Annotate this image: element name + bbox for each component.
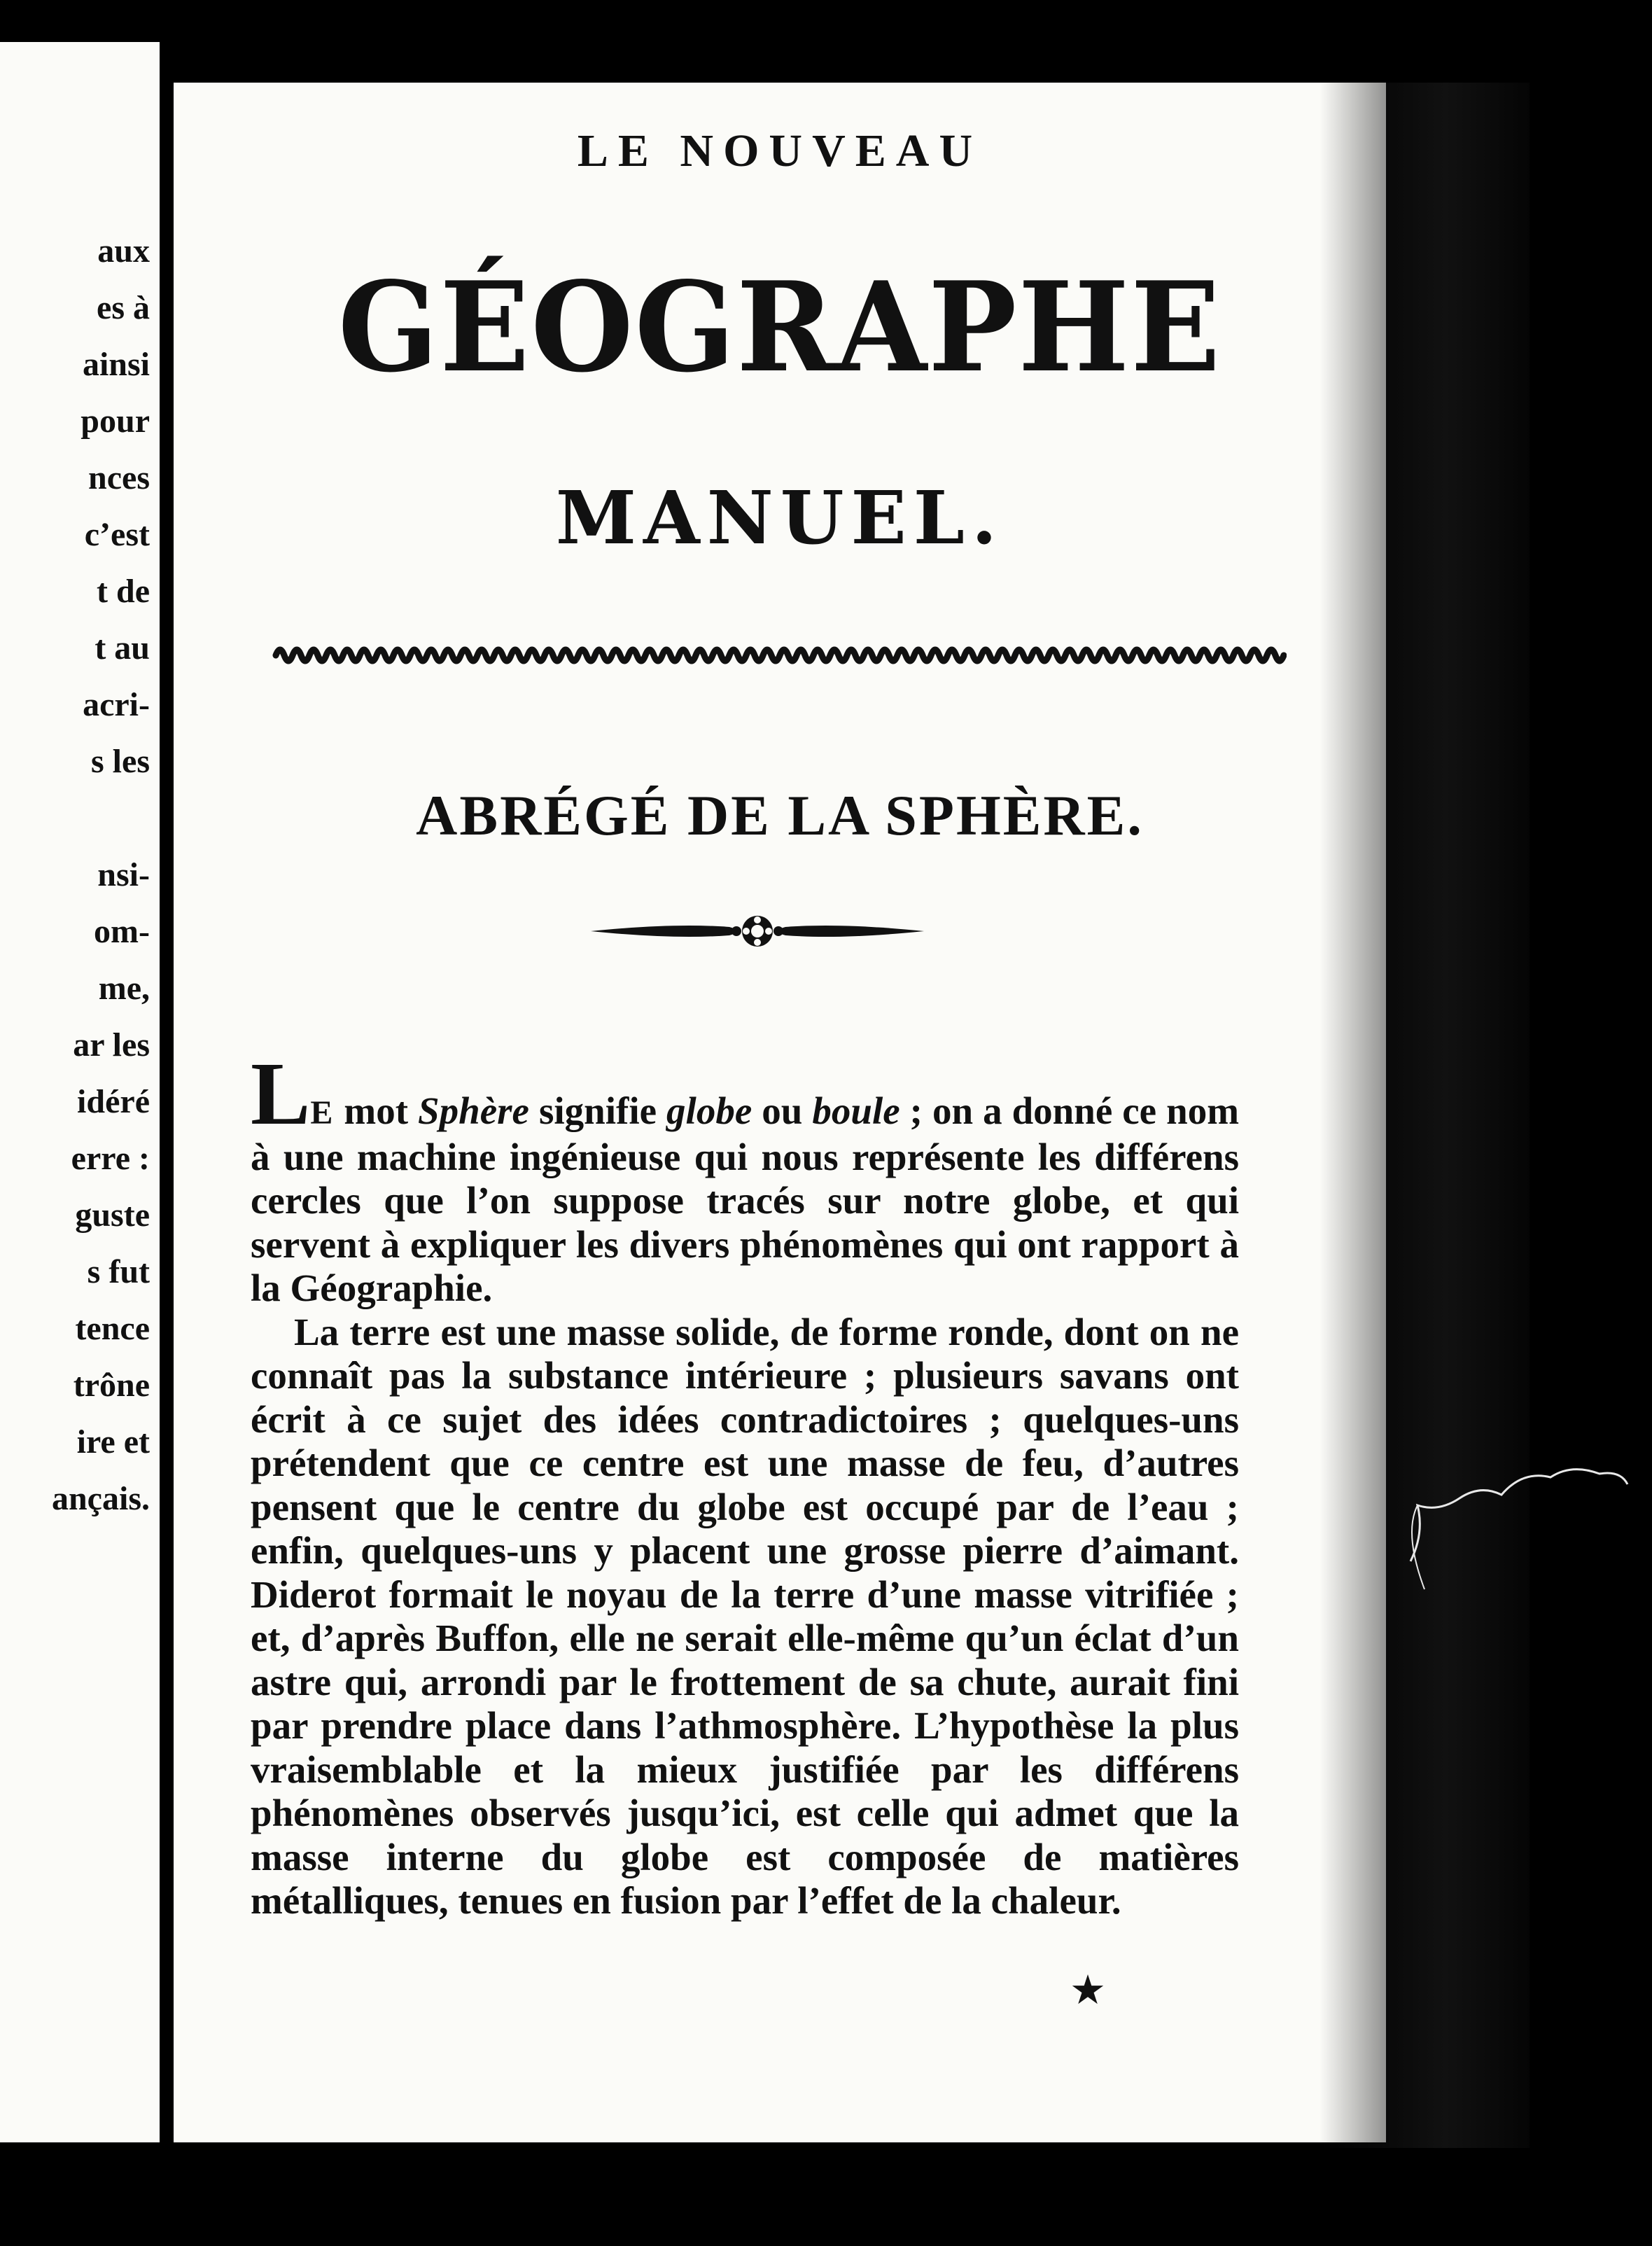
small-caps: E (310, 1094, 335, 1131)
wavy-rule-ornament (272, 641, 1287, 669)
previous-page-line: nsi- (97, 856, 150, 893)
drop-cap: L (251, 1044, 311, 1143)
previous-page-line: guste (75, 1197, 150, 1234)
previous-page-line: t au (94, 629, 150, 667)
previous-page-line: ançais. (51, 1480, 150, 1517)
previous-page-line: s les (91, 743, 150, 780)
title-kicker: LE NOUVEAU (577, 125, 983, 176)
book-page (174, 83, 1386, 2142)
previous-page-line: trône (73, 1367, 150, 1404)
page-edge-shadow (1320, 83, 1530, 2148)
italic-word: globe (666, 1089, 752, 1132)
previous-page-line: aux (97, 232, 150, 270)
paragraph-1 (251, 1044, 1240, 1311)
previous-page-line: t de (97, 573, 150, 610)
italic-word: Sphère (418, 1089, 529, 1132)
signature-star-mark: ★ (1070, 1966, 1106, 2014)
stray-fiber-mark (1396, 1456, 1634, 1596)
body-text (251, 1044, 1240, 1923)
previous-page-fragment (0, 42, 160, 2142)
text-run: signifie (528, 1089, 667, 1132)
previous-page-line: c’est (84, 516, 150, 553)
paragraph-2: La terre est une masse solide, de forme ronde, dont on ne connaît pas la substance intérieure ; plusieurs savans ont écrit à ce sujet des idées contradictoires ; quelques-uns prétendent que ce centre est une masse de feu, d’autres pensent que le centre du globe est occupé par de l’eau ; enfin, quelques-uns y placent une grosse pierre d’aimant. Diderot formait le noyau de la terre d’une masse vitrifiée ; et, d’après Buffon, elle ne serait elle-même qu’un éclat d’un astre qui, arrondi par le frottement de sa chute, aurait fini par prendre place dans l’athmosphère. L’hypothèse la plus vraisemblable et la mieux justifiée par les différens phénomènes observés jusqu’ici, est celle qui admet que la masse interne du globe est composée de matières métalliques, tenues en fusion par l’effet de la chaleur. (251, 1310, 1239, 1922)
previous-page-line: ire et (76, 1423, 150, 1460)
previous-page-line: erre : (71, 1140, 150, 1177)
previous-page-line: tence (75, 1310, 150, 1347)
book-subtitle: MANUEL. (555, 475, 1004, 561)
previous-page-line: ar les (73, 1026, 150, 1063)
previous-page-line: ainsi (82, 346, 150, 383)
previous-page-line: nces (88, 459, 150, 496)
previous-page-line: me, (98, 970, 150, 1007)
previous-page-line: es à (97, 289, 150, 326)
previous-page-line: s fut (87, 1253, 150, 1290)
previous-page-line: pour (80, 403, 150, 440)
previous-page-line: om- (94, 913, 150, 950)
previous-page-line: acri- (83, 686, 150, 723)
italic-word: boule (812, 1089, 900, 1132)
text-run: ; on a donné ce nom à une machine ingénieuse qui nous représente les différens cercles que l’on suppose tracés sur notre globe, et qui servent à expliquer les divers phénomènes qui ont rapport à la Géographie. (251, 1089, 1240, 1309)
previous-page-line: idéré (77, 1083, 150, 1120)
book-title: GÉOGRAPHE (337, 254, 1222, 400)
text-run: mot (334, 1089, 419, 1132)
section-heading: ABRÉGÉ DE LA SPHÈRE. (416, 783, 1144, 847)
text-run: ou (752, 1089, 813, 1132)
leaf-rosette-ornament (589, 910, 925, 952)
